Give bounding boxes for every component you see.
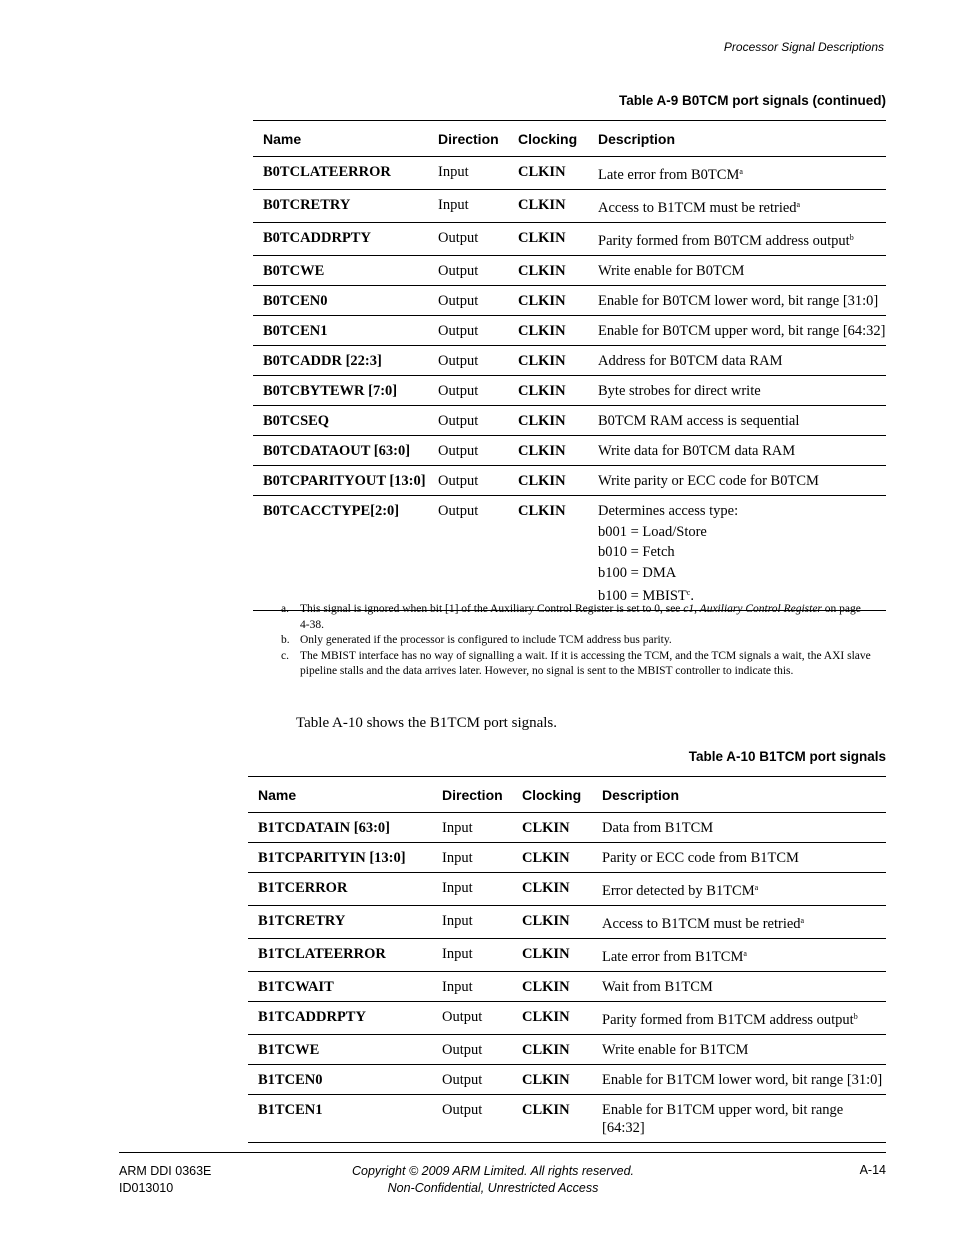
signal-description [588,466,886,496]
description-text: Data from B1TCM [602,820,714,836]
table-body [253,157,886,611]
signal-direction: Input [432,906,512,939]
description-text: b100 = MBIST [598,588,687,604]
description-text: b100 = DMA [598,564,677,581]
table-row [253,223,886,256]
signal-name: B1TCDATAIN [63:0] [248,813,432,843]
footnote [281,633,871,649]
signal-description [592,972,886,1002]
description-text: B0TCM RAM access is sequential [598,413,800,429]
description-text: Parity formed from B0TCM address output [598,233,850,249]
footnote-ref: a [800,916,805,925]
footer-access: Non-Confidential, Unrestricted Access [387,1181,599,1195]
signal-description [588,223,886,256]
table-row [248,1035,886,1065]
description-text: Enable for B1TCM upper word, bit range [64:32] [602,1102,844,1136]
signal-description [588,346,886,376]
description-text: Error detected by B1TCM [602,883,755,899]
description-text: Enable for B0TCM lower word, bit range [31:0] [598,293,879,309]
table-row [248,1095,886,1143]
description-line [598,523,886,544]
signal-clocking: CLKIN [508,436,588,466]
signal-name: B0TCLATEERROR [253,157,428,190]
footnote-label: b. [281,634,290,646]
footnote-ref: b [849,233,854,242]
signal-table [253,120,886,611]
signal-direction: Output [428,256,508,286]
signal-description [588,496,886,611]
signal-description [592,1065,886,1095]
signal-name: B0TCRETRY [253,190,428,223]
signal-name: B0TCACCTYPE[2:0] [253,496,428,611]
footer-doc-rev: ID013010 [119,1181,174,1195]
footnote-ref: a [739,167,743,176]
signal-description [588,436,886,466]
footnote-label: c. [281,649,289,662]
footnote-text [300,602,871,633]
table-row [248,1065,886,1095]
signal-clocking: CLKIN [512,1095,592,1143]
signal-direction: Output [432,1065,512,1095]
table-title: Table A-10 B1TCM port signals [688,749,886,764]
signal-name: B1TCRETRY [248,906,432,939]
signal-clocking: CLKIN [508,466,588,496]
signal-direction: Output [428,346,508,376]
description-text: Address for B0TCM data RAM [598,353,783,369]
table-row [248,906,886,939]
description-text: Enable for B1TCM lower word, bit range [31:0] [602,1072,883,1088]
table-row [253,286,886,316]
column-header: Name [253,121,428,157]
signal-description [592,1002,886,1035]
description-suffix: . [690,588,694,604]
signal-direction: Input [432,813,512,843]
column-header: Direction [432,777,512,813]
description-text: Enable for B0TCM upper word, bit range [64:32] [598,323,886,339]
signal-name: B0TCDATAOUT [63:0] [253,436,428,466]
table-row [248,939,886,972]
signal-direction: Output [432,1095,512,1143]
signal-description [588,157,886,190]
signal-name: B1TCEN0 [248,1065,432,1095]
signal-name: B0TCADDRPTY [253,223,428,256]
cross-reference: c1, Auxiliary Control Register [683,603,822,615]
table-row [253,256,886,286]
signal-name: B0TCPARITYOUT [13:0] [253,466,428,496]
footer-doc-id: ARM DDI 0363E [119,1164,212,1178]
footnote-text: Only generated if the processor is configured to include TCM address bus parity. [300,634,672,646]
signal-description [588,316,886,346]
signal-direction: Output [428,286,508,316]
signal-clocking: CLKIN [512,873,592,906]
running-header: Processor Signal Descriptions [723,40,884,54]
description-text: Determines access type: [598,503,739,519]
description-text: Late error from B1TCM [602,949,744,965]
footnote [281,602,871,633]
signal-clocking: CLKIN [508,286,588,316]
signal-name: B1TCERROR [248,873,432,906]
table-row [253,466,886,496]
description-text: Late error from B0TCM [598,167,740,183]
signal-name: B0TCWE [253,256,428,286]
description-text: Write data for B0TCM data RAM [598,443,796,459]
signal-clocking: CLKIN [508,406,588,436]
signal-name: B0TCEN0 [253,286,428,316]
table-row [253,316,886,346]
signal-description [592,906,886,939]
signal-description [592,843,886,873]
signal-description [588,376,886,406]
signal-clocking: CLKIN [512,1035,592,1065]
footnote-label: a. [281,603,289,615]
footnote-ref: b [853,1012,858,1021]
signal-clocking: CLKIN [508,256,588,286]
signal-direction: Input [432,972,512,1002]
table-body [248,813,886,1143]
signal-clocking: CLKIN [508,376,588,406]
signal-direction: Output [428,436,508,466]
signal-clocking: CLKIN [508,190,588,223]
signal-clocking: CLKIN [508,316,588,346]
description-text: Access to B1TCM must be retried [598,200,797,216]
signal-name: B0TCADDR [22:3] [253,346,428,376]
signal-direction: Output [428,406,508,436]
table-row [248,873,886,906]
footer-doc-info [119,1163,211,1197]
signal-name: B0TCSEQ [253,406,428,436]
table-row [253,190,886,223]
signal-name: B1TCPARITYIN [13:0] [248,843,432,873]
signal-clocking: CLKIN [512,972,592,1002]
signal-clocking: CLKIN [508,157,588,190]
description-line [598,564,886,585]
description-line [598,543,886,564]
description-text: b010 = Fetch [598,544,675,560]
signal-direction: Output [428,223,508,256]
column-header: Description [588,121,886,157]
signal-name: B1TCWE [248,1035,432,1065]
description-text: Byte strobes for direct write [598,383,761,399]
signal-clocking: CLKIN [508,496,588,611]
description-text: Write enable for B0TCM [598,263,745,279]
signal-description [588,406,886,436]
table-row [253,346,886,376]
signal-name: B0TCBYTEWR [7:0] [253,376,428,406]
table-row [253,436,886,466]
footnote [281,649,871,680]
signal-name: B1TCADDRPTY [248,1002,432,1035]
signal-direction: Input [432,873,512,906]
table-row [248,1002,886,1035]
signal-direction: Input [428,190,508,223]
footnote-ref: a [754,883,759,892]
signal-direction: Output [428,316,508,346]
footnote-ref: a [796,200,801,209]
description-line [598,502,886,523]
signal-description [592,1095,886,1143]
signal-clocking: CLKIN [512,939,592,972]
signal-name: B1TCLATEERROR [248,939,432,972]
footnote-text-part: on page 4-38. [300,603,861,631]
description-text: Parity formed from B1TCM address output [602,1012,854,1028]
page-number: A-14 [859,1163,886,1177]
signal-name: B1TCWAIT [248,972,432,1002]
signal-direction: Output [428,376,508,406]
footnotes [281,602,871,680]
header-row [253,121,886,157]
table-row [253,157,886,190]
signal-description [588,190,886,223]
description-text: b001 = Load/Store [598,523,707,540]
signal-description [592,873,886,906]
signal-clocking: CLKIN [512,1065,592,1095]
footnote-ref: a [743,949,747,958]
table-title: Table A-9 B0TCM port signals (continued) [618,93,886,108]
signal-clocking: CLKIN [512,843,592,873]
column-header: Description [592,777,886,813]
column-header: Clocking [508,121,588,157]
signal-direction: Input [432,939,512,972]
table-row [253,376,886,406]
signal-direction: Output [428,466,508,496]
signal-direction: Input [432,843,512,873]
signal-description [588,286,886,316]
header-row [248,777,886,813]
column-header: Clocking [512,777,592,813]
column-header: Name [248,777,432,813]
table-row [253,496,886,611]
description-text: Wait from B1TCM [602,979,713,995]
signal-direction: Output [432,1035,512,1065]
signal-direction: Output [428,496,508,611]
signal-direction: Input [428,157,508,190]
signal-direction: Output [432,1002,512,1035]
description-text: Parity or ECC code from B1TCM [602,850,799,866]
footer-copyright-block [300,1163,686,1197]
table-row [248,972,886,1002]
signal-clocking: CLKIN [512,813,592,843]
intro-text: Table A-10 shows the B1TCM port signals. [296,715,558,731]
description-text: Write parity or ECC code for B0TCM [598,473,819,489]
signal-table [248,776,886,1143]
signal-clocking: CLKIN [512,906,592,939]
column-header: Direction [428,121,508,157]
signal-description [592,1035,886,1065]
signal-name: B1TCEN1 [248,1095,432,1143]
signal-clocking: CLKIN [508,223,588,256]
footer-copyright: Copyright © 2009 ARM Limited. All rights reserved. [351,1164,634,1178]
table-row [253,406,886,436]
footnote-text-part: This signal is ignored when bit [1] of the Auxiliary Control Register is set to 0, see [300,603,684,615]
signal-clocking: CLKIN [508,346,588,376]
description-text: Write enable for B1TCM [602,1042,749,1058]
description-text: Access to B1TCM must be retried [602,916,801,932]
footer-rule [119,1152,886,1153]
footnote-ref: c [686,588,691,597]
table-row [248,813,886,843]
signal-description [592,813,886,843]
signal-description [592,939,886,972]
signal-clocking: CLKIN [512,1002,592,1035]
signal-description [588,256,886,286]
table-row [248,843,886,873]
signal-name: B0TCEN1 [253,316,428,346]
footnote-text: The MBIST interface has no way of signalling a wait. If it is accessing the TCM, and the TCM signals a wait, the AXI slave pipeline stalls and the data arrives later. However, no signal is sent to the MBIST controller to indicate this. [300,649,871,677]
